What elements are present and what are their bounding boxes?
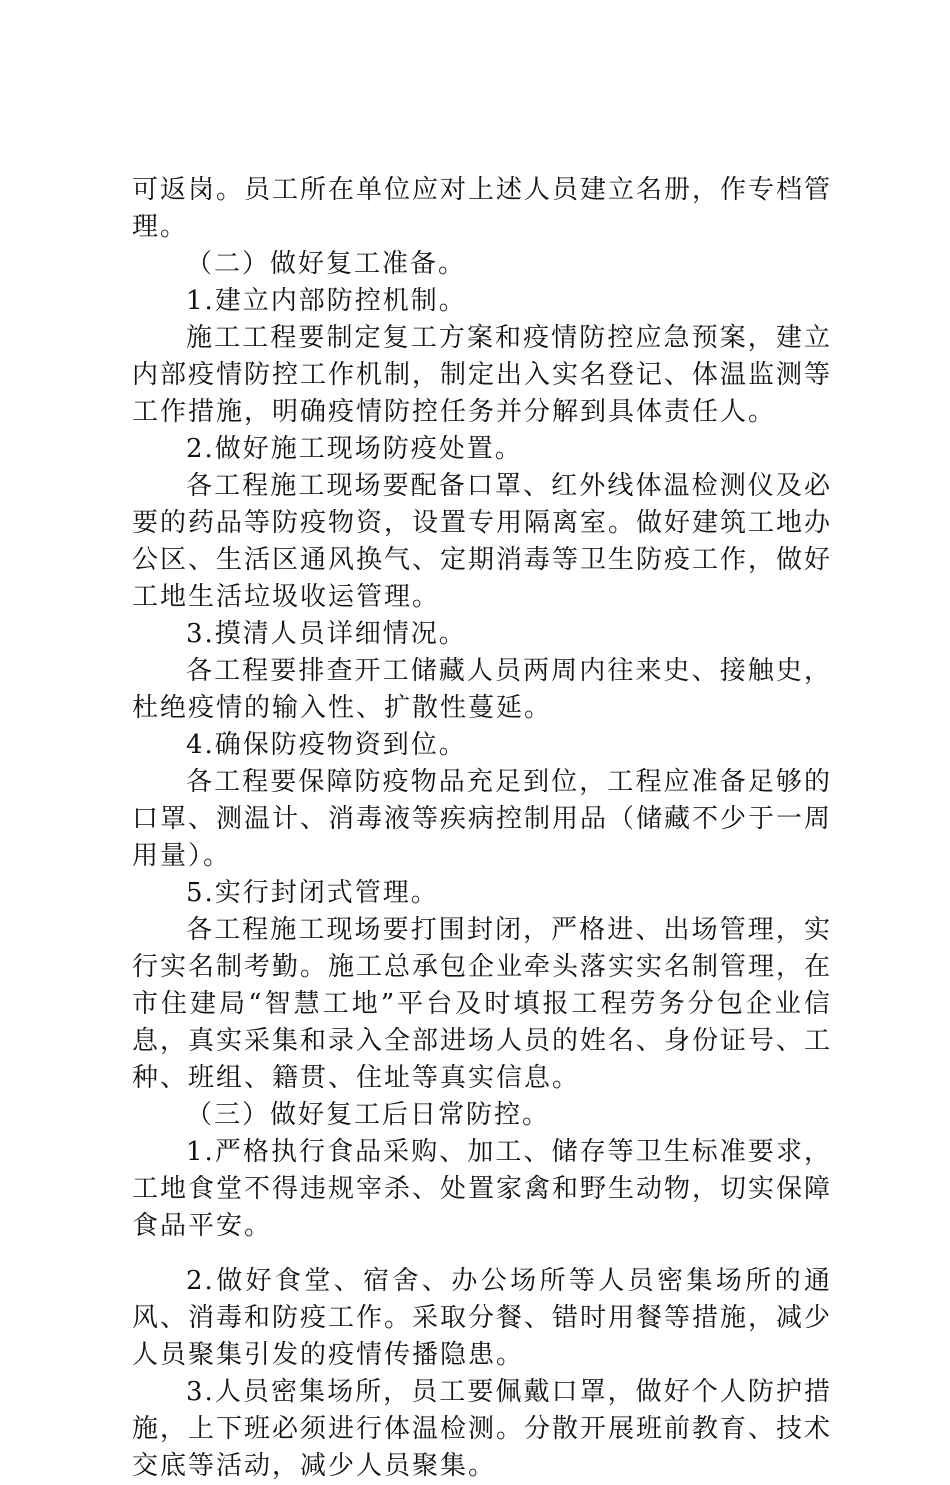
item-heading-1: 1.建立内部防控机制。 [186, 286, 467, 316]
section-heading-2: （二）做好复工准备。 [186, 249, 467, 279]
paragraph: 各工程要排查开工储藏人员两周内往来史、接触史，杜绝疫情的输入性、扩散性蔓延。 [132, 656, 832, 723]
paragraph: 1.严格执行食品采购、加工、储存等卫生标准要求，工地食堂不得违规宰杀、处置家禽和野生动物，切实保障食品平安。 [132, 1137, 833, 1241]
item-heading-5: 5.实行封闭式管理。 [186, 878, 439, 908]
section-heading-3: （三）做好复工后日常防控。 [186, 1100, 551, 1130]
paragraph: 施工工程要制定复工方案和疫情防控应急预案，建立内部疫情防控工作机制，制定出入实名登记、体温监测等工作措施，明确疫情防控任务并分解到具体责任人。 [132, 323, 833, 427]
document-body [132, 172, 832, 1485]
paragraph-continuation: 可返岗。员工所在单位应对上述人员建立名册，作专档管理。 [132, 175, 833, 242]
item-heading-3: 3.摸清人员详细情况。 [186, 619, 467, 649]
paragraph: 2.做好食堂、宿舍、办公场所等人员密集场所的通风、消毒和防疫工作。采取分餐、错时用餐等措施，减少人员聚集引发的疫情传播隐患。 [132, 1266, 833, 1370]
paragraph: 各工程要保障防疫物品充足到位，工程应准备足够的口罩、测温计、消毒液等疾病控制用品（储藏不少于一周用量）。 [132, 767, 833, 871]
item-heading-4: 4.确保防疫物资到位。 [186, 730, 467, 760]
item-heading-2: 2.做好施工现场防疫处置。 [186, 434, 523, 464]
paragraph: 各工程施工现场要打围封闭，严格进、出场管理，实行实名制考勤。施工总承包企业牵头落实实名制管理，在市住建局“智慧工地”平台及时填报工程劳务分包企业信息，真实采集和录入全部进场人员的姓名、身份证号、工种、班组、籍贯、住址等真实信息。 [132, 915, 833, 1093]
paragraph: 3.人员密集场所，员工要佩戴口罩，做好个人防护措施，上下班必须进行体温检测。分散开展班前教育、技术交底等活动，减少人员聚集。 [132, 1377, 833, 1481]
paragraph: 各工程施工现场要配备口罩、红外线体温检测仪及必要的药品等防疫物资，设置专用隔离室。做好建筑工地办公区、生活区通风换气、定期消毒等卫生防疫工作，做好工地生活垃圾收运管理。 [132, 471, 833, 612]
